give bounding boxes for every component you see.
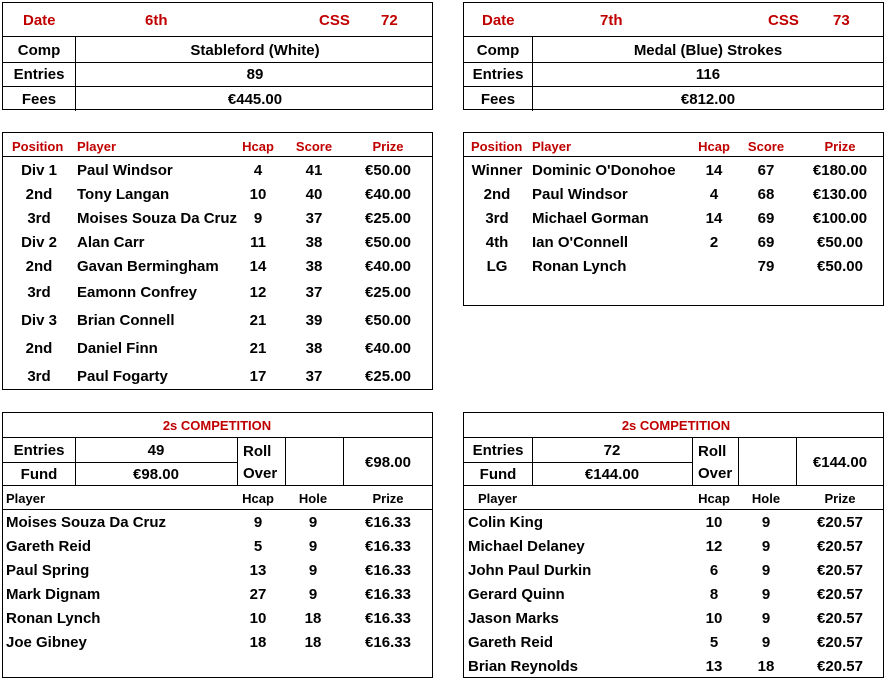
prize-cell: €20.57 [817, 634, 863, 651]
hole-cell: 9 [761, 514, 771, 531]
position-cell: 2nd [25, 186, 53, 203]
hole-cell: 9 [761, 562, 771, 579]
date-label: Date [482, 12, 515, 29]
header-player: Player [77, 139, 117, 154]
prize-cell: €20.57 [817, 658, 863, 675]
player-cell: Moises Souza Da Cruz [77, 210, 238, 227]
header-position: Position [12, 139, 64, 154]
hole-cell: 9 [308, 562, 318, 579]
position-cell: 3rd [485, 210, 509, 227]
header-prize: Prize [372, 139, 404, 154]
row-divider [3, 36, 432, 37]
hcap-cell: 27 [249, 586, 267, 603]
hcap-cell: 12 [249, 284, 267, 301]
player-cell: Michael Gorman [532, 210, 649, 227]
prize-cell: €50.00 [817, 258, 863, 275]
fund-label: Fund [20, 466, 58, 483]
prize-cell: €130.00 [812, 186, 868, 203]
player-cell: Ronan Lynch [532, 258, 627, 275]
header-hcap: Hcap [698, 491, 730, 506]
position-cell: LG [486, 258, 508, 275]
position-cell: 3rd [27, 368, 51, 385]
player-cell: John Paul Durkin [468, 562, 592, 579]
position-cell: 2nd [483, 186, 511, 203]
player-cell: Brian Connell [77, 312, 175, 329]
twos-title: 2s COMPETITION [162, 418, 272, 433]
hcap-cell: 9 [253, 514, 263, 531]
header-prize: Prize [372, 491, 404, 506]
entries-value: 49 [147, 442, 165, 459]
header-player: Player [6, 491, 46, 506]
fees-value: €812.00 [680, 91, 736, 108]
fees-label: Fees [480, 91, 516, 108]
header-hole: Hole [751, 491, 781, 506]
hcap-cell: 10 [705, 514, 723, 531]
score-cell: 37 [305, 284, 323, 301]
header-hcap: Hcap [698, 139, 730, 154]
prize-cell: €16.33 [365, 586, 411, 603]
css-label: CSS [319, 12, 350, 29]
prize-cell: €16.33 [365, 634, 411, 651]
hole-cell: 9 [308, 586, 318, 603]
header-prize: Prize [824, 491, 856, 506]
hcap-cell: 14 [705, 210, 723, 227]
position-cell: 2nd [25, 258, 53, 275]
comp-label: Comp [17, 42, 61, 59]
position-cell: Div 3 [21, 312, 57, 329]
score-cell: 38 [305, 258, 323, 275]
fees-label: Fees [21, 91, 57, 108]
hole-cell: 18 [304, 634, 322, 651]
player-cell: Gerard Quinn [468, 586, 565, 603]
position-cell: 2nd [25, 340, 53, 357]
fund-label: Fund [479, 466, 517, 483]
player-cell: Paul Windsor [532, 186, 628, 203]
title-divider [3, 437, 432, 438]
header-player: Player [532, 139, 572, 154]
left-twos-box [2, 412, 433, 678]
prize-cell: €25.00 [365, 368, 411, 385]
title-divider [464, 437, 883, 438]
player-cell: Ronan Lynch [6, 610, 101, 627]
player-cell: Daniel Finn [77, 340, 158, 357]
position-cell: Winner [471, 162, 523, 179]
hcap-cell: 13 [249, 562, 267, 579]
hcap-cell: 17 [249, 368, 267, 385]
hole-cell: 9 [761, 634, 771, 651]
row-divider [464, 86, 883, 87]
hcap-cell: 2 [709, 234, 719, 251]
position-cell: Div 1 [21, 162, 57, 179]
right-results-box [463, 132, 884, 306]
prize-cell: €180.00 [812, 162, 868, 179]
rollover-amount: €98.00 [365, 454, 411, 471]
hcap-cell: 21 [249, 340, 267, 357]
column-divider [75, 36, 76, 111]
score-cell: 38 [305, 234, 323, 251]
prize-cell: €50.00 [365, 234, 411, 251]
header-divider [3, 509, 432, 510]
prize-cell: €16.33 [365, 538, 411, 555]
header-hcap: Hcap [242, 139, 274, 154]
header-score: Score [747, 139, 785, 154]
prize-cell: €40.00 [365, 258, 411, 275]
fund-value: €98.00 [133, 466, 179, 483]
position-cell: 3rd [27, 210, 51, 227]
hcap-cell: 5 [253, 538, 263, 555]
hole-cell: 9 [308, 538, 318, 555]
left-results-box [2, 132, 433, 390]
date-label: Date [23, 12, 56, 29]
player-cell: Paul Fogarty [77, 368, 168, 385]
left-info-box [2, 2, 433, 110]
header-divider [464, 156, 883, 157]
score-cell: 39 [305, 312, 323, 329]
player-cell: Gavan Bermingham [77, 258, 219, 275]
prize-cell: €25.00 [365, 210, 411, 227]
player-cell: Eamonn Confrey [77, 284, 198, 301]
row-divider [464, 36, 883, 37]
hole-cell: 9 [761, 610, 771, 627]
column-divider [532, 36, 533, 111]
prize-cell: €16.33 [365, 514, 411, 531]
hcap-cell: 11 [250, 234, 266, 251]
row-divider [464, 485, 883, 486]
hcap-cell: 21 [249, 312, 267, 329]
twos-title: 2s COMPETITION [621, 418, 731, 433]
header-divider [3, 156, 432, 157]
over-label: Over [698, 465, 733, 482]
column-divider [692, 437, 693, 485]
score-cell: 41 [305, 162, 323, 179]
column-divider [532, 437, 533, 485]
player-cell: Gareth Reid [468, 634, 554, 651]
entries-label: Entries [13, 66, 65, 83]
entries-value: 89 [246, 66, 264, 83]
prize-cell: €20.57 [817, 538, 863, 555]
comp-value: Medal (Blue) Strokes [633, 42, 783, 59]
prize-cell: €16.33 [365, 610, 411, 627]
hcap-cell: 9 [253, 210, 263, 227]
prize-cell: €100.00 [812, 210, 868, 227]
player-cell: Michael Delaney [468, 538, 585, 555]
hcap-cell: 10 [705, 610, 723, 627]
score-cell: 79 [757, 258, 775, 275]
position-cell: Div 2 [21, 234, 57, 251]
row-divider [3, 62, 432, 63]
hole-cell: 9 [761, 586, 771, 603]
header-hole: Hole [298, 491, 328, 506]
rollover-amount: €144.00 [812, 454, 868, 471]
prize-cell: €40.00 [365, 340, 411, 357]
score-cell: 69 [757, 210, 775, 227]
hole-cell: 18 [757, 658, 775, 675]
header-divider [464, 509, 883, 510]
prize-cell: €25.00 [365, 284, 411, 301]
css-label: CSS [768, 12, 799, 29]
fund-value: €144.00 [584, 466, 640, 483]
player-cell: Ian O'Connell [532, 234, 629, 251]
prize-cell: €50.00 [365, 162, 411, 179]
row-divider [3, 86, 432, 87]
entries-label: Entries [472, 442, 524, 459]
prize-cell: €20.57 [817, 586, 863, 603]
score-cell: 68 [757, 186, 775, 203]
entries-label: Entries [472, 66, 524, 83]
player-cell: Jason Marks [468, 610, 559, 627]
entries-label: Entries [13, 442, 65, 459]
over-label: Over [243, 465, 278, 482]
row-divider [464, 462, 692, 463]
column-divider [75, 437, 76, 485]
hcap-cell: 5 [709, 634, 719, 651]
hcap-cell: 14 [249, 258, 267, 275]
player-cell: Tony Langan [77, 186, 170, 203]
hcap-cell: 14 [705, 162, 723, 179]
score-cell: 69 [757, 234, 775, 251]
player-cell: Mark Dignam [6, 586, 101, 603]
header-score: Score [295, 139, 333, 154]
row-divider [464, 62, 883, 63]
column-divider [738, 437, 739, 485]
right-info-box [463, 2, 884, 110]
hcap-cell: 12 [705, 538, 723, 555]
hole-cell: 9 [761, 538, 771, 555]
prize-cell: €16.33 [365, 562, 411, 579]
prize-cell: €40.00 [365, 186, 411, 203]
header-position: Position [471, 139, 523, 154]
date-value: 6th [145, 12, 168, 29]
score-cell: 37 [305, 210, 323, 227]
hole-cell: 18 [304, 610, 322, 627]
header-prize: Prize [824, 139, 856, 154]
row-divider [3, 462, 237, 463]
position-cell: 4th [485, 234, 509, 251]
score-cell: 37 [305, 368, 323, 385]
hcap-cell: 4 [253, 162, 263, 179]
row-divider [3, 485, 432, 486]
prize-cell: €50.00 [365, 312, 411, 329]
hcap-cell: 10 [249, 186, 267, 203]
player-cell: Brian Reynolds [468, 658, 579, 675]
position-cell: 3rd [27, 284, 51, 301]
hcap-cell: 13 [705, 658, 723, 675]
column-divider [796, 437, 797, 485]
column-divider [237, 437, 238, 485]
player-cell: Moises Souza Da Cruz [6, 514, 167, 531]
column-divider [285, 437, 286, 485]
prize-cell: €20.57 [817, 562, 863, 579]
fees-value: €445.00 [227, 91, 283, 108]
player-cell: Joe Gibney [6, 634, 87, 651]
entries-value: 116 [695, 66, 721, 83]
hole-cell: 9 [308, 514, 318, 531]
comp-value: Stableford (White) [190, 42, 320, 59]
hcap-cell: 4 [709, 186, 719, 203]
prize-cell: €20.57 [817, 514, 863, 531]
player-cell: Paul Spring [6, 562, 90, 579]
hcap-cell: 8 [709, 586, 719, 603]
player-cell: Dominic O'Donohoe [532, 162, 676, 179]
player-cell: Alan Carr [77, 234, 145, 251]
comp-label: Comp [476, 42, 520, 59]
player-cell: Paul Windsor [77, 162, 173, 179]
hcap-cell: 10 [249, 610, 267, 627]
header-hcap: Hcap [242, 491, 274, 506]
date-value: 7th [600, 12, 623, 29]
entries-value: 72 [603, 442, 621, 459]
prize-cell: €20.57 [817, 610, 863, 627]
score-cell: 40 [305, 186, 323, 203]
player-cell: Colin King [468, 514, 543, 531]
roll-label: Roll [698, 443, 727, 460]
header-player: Player [478, 491, 518, 506]
prize-cell: €50.00 [817, 234, 863, 251]
css-value: 72 [381, 12, 398, 29]
right-twos-box [463, 412, 884, 678]
score-cell: 38 [305, 340, 323, 357]
column-divider [343, 437, 344, 485]
css-value: 73 [833, 12, 850, 29]
roll-label: Roll [243, 443, 272, 460]
player-cell: Gareth Reid [6, 538, 92, 555]
score-cell: 67 [757, 162, 775, 179]
hcap-cell: 6 [709, 562, 719, 579]
hcap-cell: 18 [249, 634, 267, 651]
